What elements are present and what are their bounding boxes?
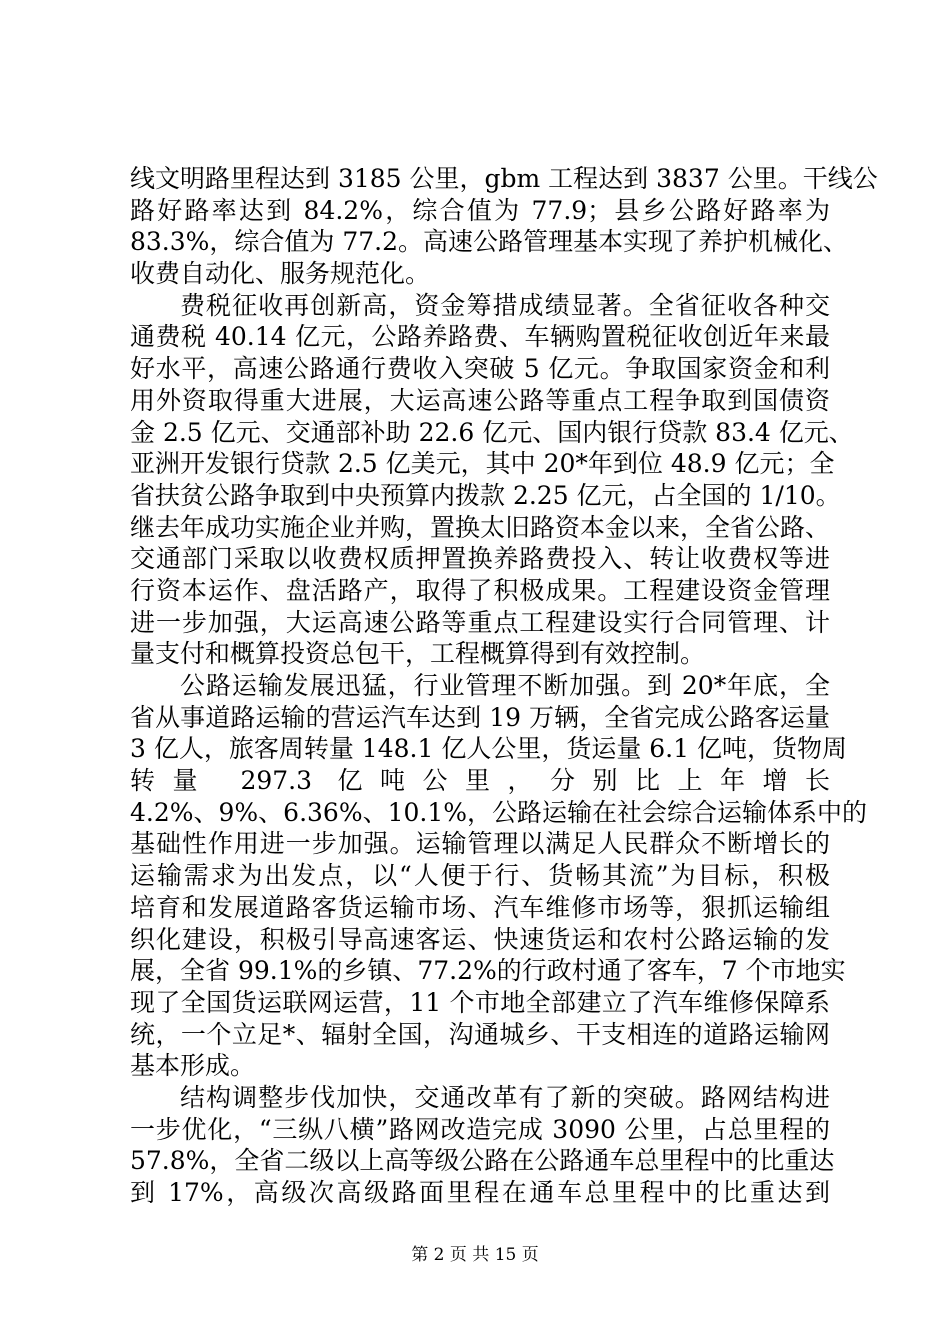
text-line: 继去年成功实施企业并购，置换太旧路资本金以来，全省公路、 [130, 512, 831, 542]
text-line: 进一步加强，大运高速公路等重点工程建设实行合同管理、计 [130, 607, 830, 637]
text-line: 好水平，高速公路通行费收入突破 5 亿元。争取国家资金和利 [130, 354, 830, 384]
text-line: 通费税 40.14 亿元，公路养路费、车辆购置税征收创近年来最 [130, 322, 830, 352]
text-line: 金 2.5 亿元、交通部补助 22.6 亿元、国内银行贷款 83.4 亿元、 [130, 417, 854, 447]
page-footer: 第 2 页 共 15 页 [411, 1245, 539, 1265]
text-line: 路好路率达到 84.2%，综合值为 77.9；县乡公路好路率为 [130, 195, 830, 225]
text-line: 省扶贫公路争取到中央预算内拨款 2.25 亿元，占全国的 1/10。 [130, 480, 841, 510]
text-line: 省从事道路运输的营运汽车达到 19 万辆，全省完成公路客运量 [130, 702, 830, 732]
body-text [130, 163, 878, 1209]
text-line: 线文明路里程达到 3185 公里，gbm 工程达到 3837 公里。干线公 [130, 164, 878, 193]
text-line: 83.3%，综合值为 77.2。高速公路管理基本实现了养护机械化、 [130, 227, 849, 257]
text-line: 收费自动化、服务规范化。 [130, 259, 431, 289]
text-line: 量支付和概算投资总包干，工程概算得到有效控制。 [130, 639, 706, 669]
text-line: 到 17%，高级次高级路面里程在通车总里程中的比重达到 [130, 1178, 830, 1207]
text-line: 费税征收再创新高，资金筹措成绩显著。全省征收各种交 [180, 290, 830, 320]
text-line: 转量 297.3 亿吨公里，分别比上年增长 [130, 766, 830, 796]
text-line: 行资本运作、盘活路产，取得了积极成果。工程建设资金管理 [130, 575, 830, 605]
text-line: 运输需求为出发点，以“人便于行、货畅其流”为目标，积极 [130, 861, 830, 891]
text-line: 统，一个立足*、辐射全国，沟通城乡、干支相连的道路运输网 [130, 1019, 830, 1049]
text-line: 用外资取得重大进展，大运高速公路等重点工程争取到国债资 [130, 385, 830, 415]
text-line: 3 亿人，旅客周转量 148.1 亿人公里，货运量 6.1 亿吨，货物周 [130, 734, 847, 764]
text-line: 4.2%、9%、6.36%、10.1%，公路运输在社会综合运输体系中的 [130, 797, 868, 827]
text-line: 织化建设，积极引导高速客运、快速货运和农村公路运输的发 [130, 924, 830, 954]
text-line: 亚洲开发银行贷款 2.5 亿美元，其中 20*年到位 48.9 亿元；全 [130, 449, 835, 479]
text-line: 一步优化，“三纵八横”路网改造完成 3090 公里，占总里程的 [130, 1114, 830, 1144]
text-line: 基本形成。 [130, 1051, 256, 1081]
text-line: 57.8%，全省二级以上高等级公路在公路通车总里程中的比重达 [130, 1146, 835, 1176]
text-line: 展，全省 99.1%的乡镇、77.2%的行政村通了客车，7 个市地实 [130, 956, 846, 986]
text-line: 交通部门采取以收费权质押置换养路费投入、转让收费权等进 [130, 544, 830, 574]
text-line: 培育和发展道路客货运输市场、汽车维修市场等，狠抓运输组 [130, 892, 830, 922]
text-line: 现了全国货运联网运营，11 个市地全部建立了汽车维修保障系 [130, 987, 830, 1017]
text-line: 结构调整步伐加快，交通改革有了新的突破。路网结构进 [180, 1082, 830, 1112]
text-line: 公路运输发展迅猛，行业管理不断加强。到 20*年底，全 [180, 671, 830, 700]
text-line: 基础性作用进一步加强。运输管理以满足人民群众不断增长的 [130, 829, 830, 859]
